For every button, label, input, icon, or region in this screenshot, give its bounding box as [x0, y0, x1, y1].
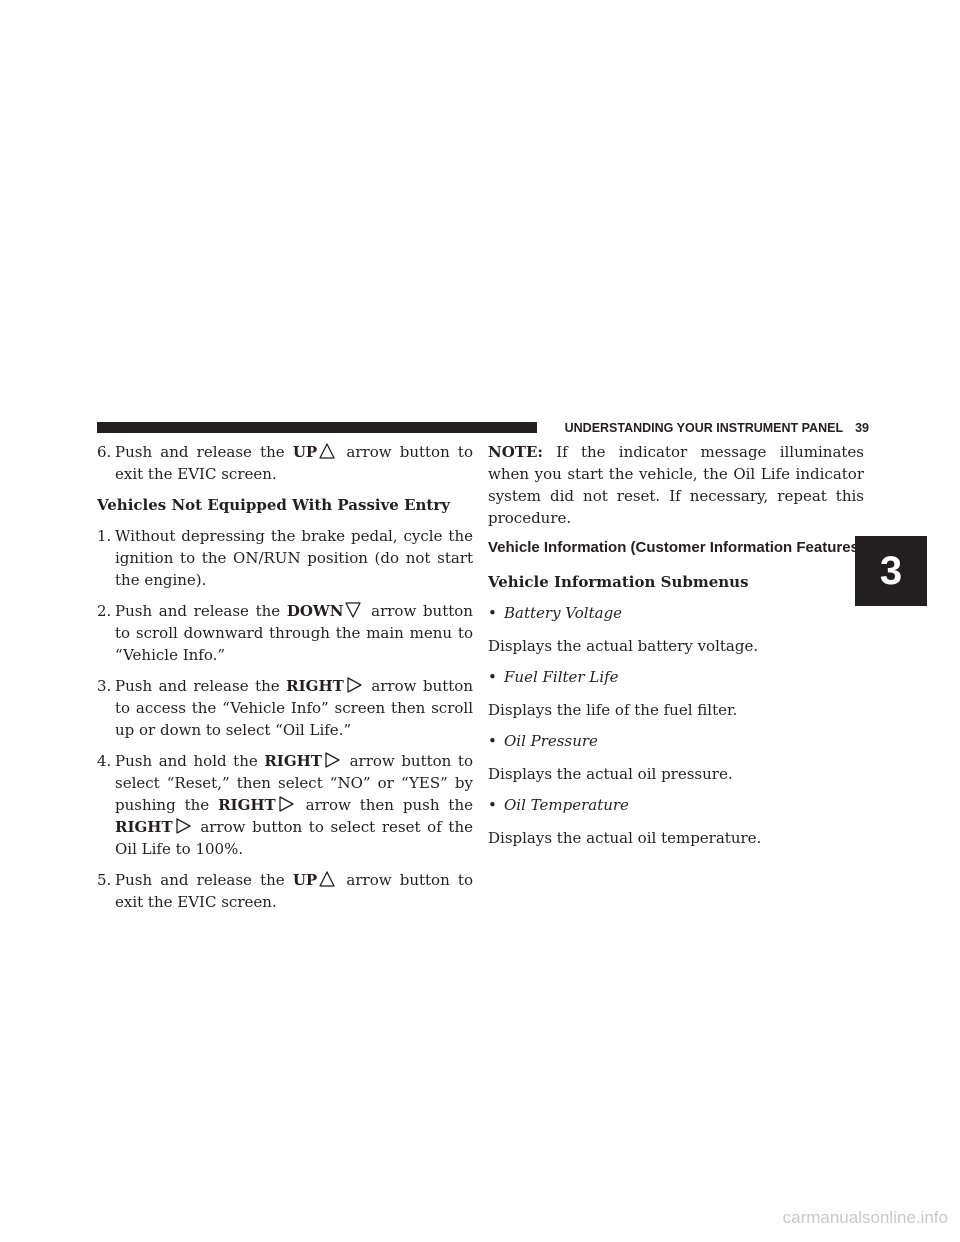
bullet-label: Battery Voltage [504, 604, 623, 622]
step-text [115, 675, 473, 741]
bullet-item [488, 666, 864, 688]
right-arrow-icon [277, 795, 295, 813]
header-rule [97, 422, 537, 433]
right-arrow-icon [174, 817, 192, 835]
step-text-post: arrow button to select reset of the Oil Life to 100%. [115, 818, 473, 858]
bullet-description: Displays the actual battery voltage. [488, 637, 759, 655]
step-5 [97, 869, 473, 913]
step-number: 5. [97, 871, 112, 889]
bullet-marker: • [488, 732, 497, 750]
step-number: 1. [97, 527, 112, 545]
subheading-submenus: Vehicle Information Submenus [488, 573, 749, 591]
step-number: 4. [97, 752, 112, 770]
step-text [115, 869, 473, 913]
section-title: Vehicle Information (Customer Information Features) [488, 539, 864, 556]
step-2 [97, 600, 473, 666]
note-text: If the indicator message illuminates when you start the vehicle, the Oil Life indicator system did not reset. If necessary, repeat this procedure. [488, 443, 864, 527]
step-1 [97, 525, 473, 591]
step-6 [97, 441, 473, 485]
step-text-pre: Push and release the [115, 602, 281, 620]
note-paragraph [488, 441, 864, 529]
bullet-marker: • [488, 604, 497, 622]
right-column [488, 441, 864, 858]
chapter-number: 3 [879, 548, 903, 593]
step-text-pre: Push and release the [115, 443, 285, 461]
step-number: 2. [97, 602, 112, 620]
right-arrow-icon [345, 676, 363, 694]
step-text-mid: arrow then push the [305, 796, 473, 814]
step-text-post: arrow button to scroll downward through the main menu to “Vehicle Info.” [115, 602, 473, 664]
button-name: UP [292, 443, 318, 461]
step-text-pre: Push and release the [115, 871, 285, 889]
step-text-post: arrow button to exit the EVIC screen. [115, 871, 473, 911]
page-header [549, 419, 869, 436]
bullet-item [488, 730, 864, 752]
button-name: RIGHT [264, 752, 322, 770]
step-text: Without depressing the brake pedal, cycle the ignition to the ON/RUN position (do not start the engine). [115, 527, 473, 589]
down-arrow-icon [344, 601, 362, 619]
button-name: UP [292, 871, 318, 889]
bullet-item [488, 794, 864, 816]
up-arrow-icon [318, 870, 336, 888]
page-number: 39 [855, 420, 869, 435]
bullet-label: Oil Temperature [504, 796, 629, 814]
bullet-marker: • [488, 668, 497, 686]
button-name: RIGHT [286, 677, 344, 695]
bullet-marker: • [488, 796, 497, 814]
bullet-label: Oil Pressure [504, 732, 598, 750]
bullet-description: Displays the actual oil temperature. [488, 829, 762, 847]
step-text [115, 441, 473, 485]
watermark: carmanualsonline.info [782, 1208, 948, 1227]
step-text-pre: Push and hold the [115, 752, 258, 770]
step-text-mid: arrow button to select “Reset,” then select “NO” or “YES” by pushing the [115, 752, 473, 814]
up-arrow-icon [318, 442, 336, 460]
step-text [115, 750, 473, 860]
bullet-description: Displays the life of the fuel filter. [488, 701, 738, 719]
step-number: 6. [97, 443, 112, 461]
chapter-tab [855, 536, 927, 606]
step-text-post: arrow button to access the “Vehicle Info” screen then scroll up or down to select “Oil Life.” [115, 677, 473, 739]
bullet-item [488, 602, 864, 624]
step-text-pre: Push and release the [115, 677, 280, 695]
bullet-label: Fuel Filter Life [504, 668, 619, 686]
step-3 [97, 675, 473, 741]
right-arrow-icon [323, 751, 341, 769]
bullet-description: Displays the actual oil pressure. [488, 765, 733, 783]
button-name: DOWN [286, 602, 344, 620]
step-number: 3. [97, 677, 112, 695]
note-label: NOTE: [488, 443, 543, 461]
button-name: RIGHT [115, 818, 173, 836]
left-column [97, 441, 473, 922]
step-text [115, 600, 473, 666]
subheading-passive-entry: Vehicles Not Equipped With Passive Entry [97, 496, 450, 514]
section-name: UNDERSTANDING YOUR INSTRUMENT PANEL [564, 420, 844, 435]
button-name: RIGHT [218, 796, 276, 814]
step-text-post: arrow button to exit the EVIC screen. [115, 443, 473, 483]
step-4 [97, 750, 473, 860]
